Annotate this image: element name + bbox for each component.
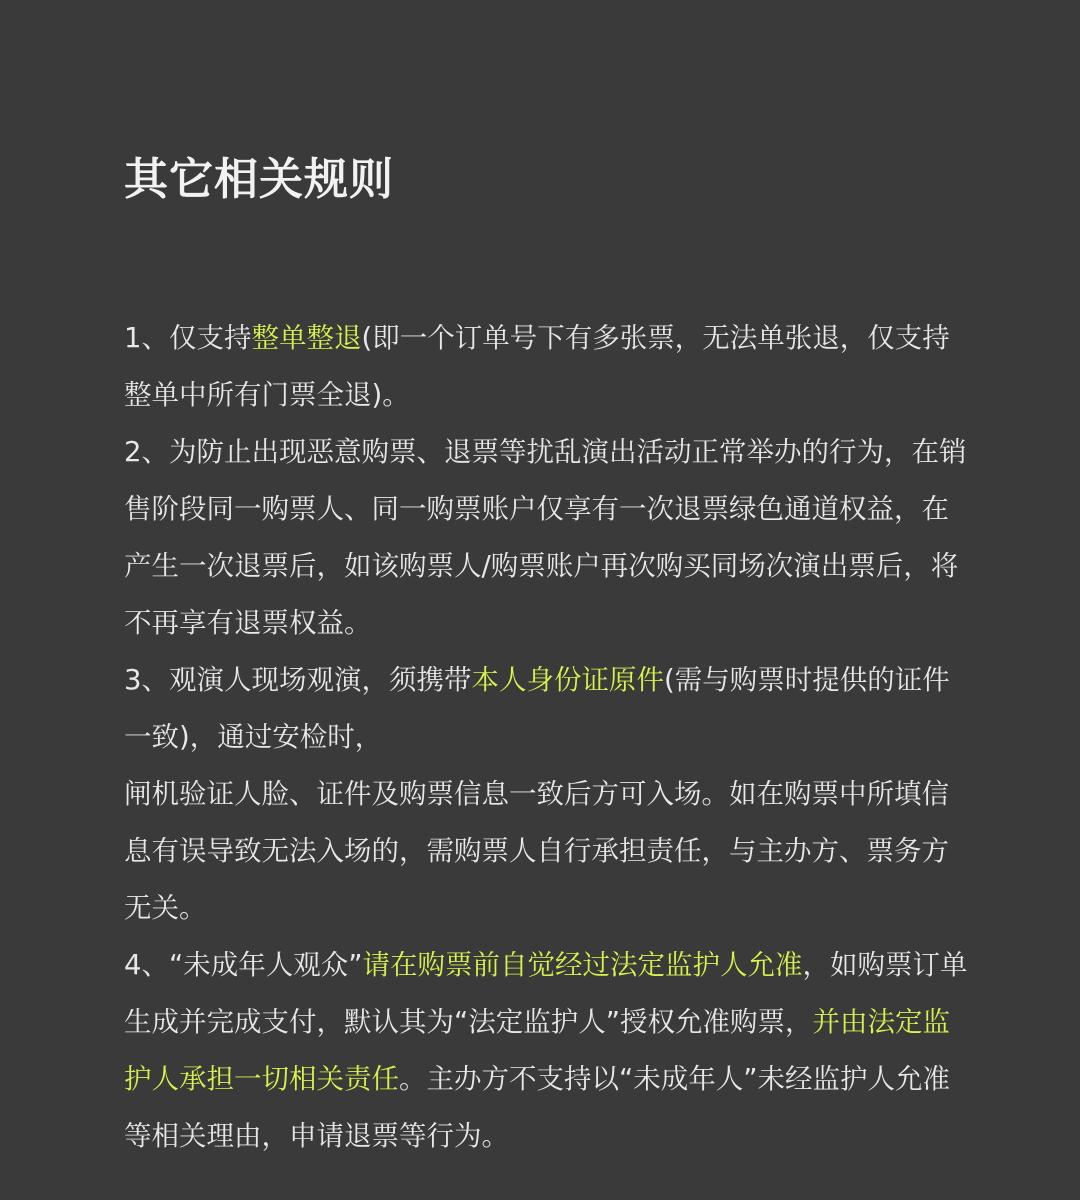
rule-text: 1、仅支持 [124,322,252,354]
rule-item-2 [124,424,968,652]
rule-text: (即一个订单号下有多张票，无法单张退，仅支持整单中所有门票全退)。 [124,322,950,411]
rule-highlight: 请在购票前自觉经过法定监护人允准 [362,949,803,981]
rule-text: (需与购票时提供的证件一致)，通过安检时， [124,664,950,753]
rule-text: 3、观演人现场观演，须携带 [124,664,472,696]
rule-text: 闸机验证人脸、证件及购票信息一致后方可入场。如在购票中所填信息有误导致无法入场的，需购票人自行承担责任，与主办方、票务方无关。 [124,778,949,924]
rule-highlight: 本人身份证原件 [471,664,664,696]
rules-list [124,310,968,1165]
rule-highlight: 整单整退 [251,322,362,354]
rule-item-4 [124,937,968,1165]
rule-item-1 [124,310,968,424]
rule-text: 2、为防止出现恶意购票、退票等扰乱演出活动正常举办的行为，在销售阶段同一购票人、同一购票账户仅享有一次退票绿色通道权益，在产生一次退票后，如该购票人/购票账户再次购买同场次演出票后，将不再享有退票权益。 [124,436,967,639]
rule-item-3-continued [124,766,968,937]
rule-text: 。主办方不支持以“未成年人”未经监护人允准等相关理由，申请退票等行为。 [124,1063,950,1152]
page-title: 其它相关规则 [124,154,394,205]
rule-highlight: 并由法定监护人承担一切相关责任 [124,1006,950,1095]
rule-text: 4、“未成年人观众” [124,949,363,981]
rule-text: ，如购票订单生成并完成支付，默认其为“法定监护人”授权允准购票， [124,949,968,1038]
rule-item-3 [124,652,968,766]
